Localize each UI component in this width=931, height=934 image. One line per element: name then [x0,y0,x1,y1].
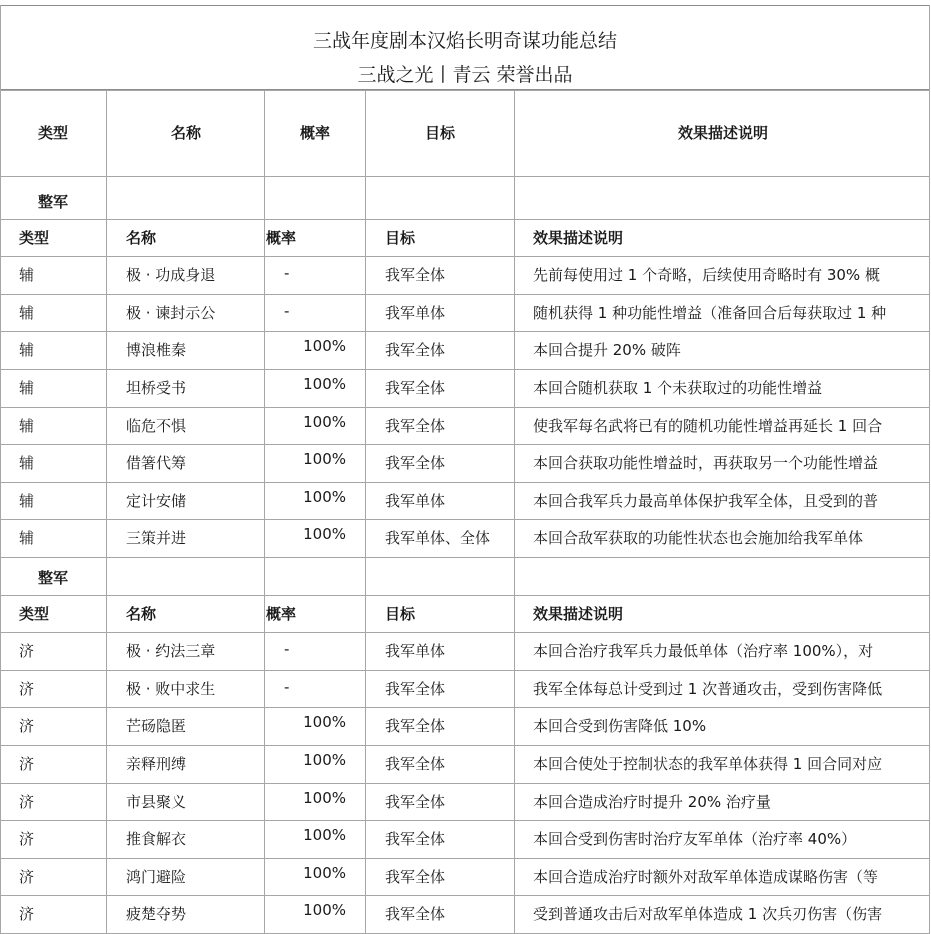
row-target: 我军全体 [385,679,446,698]
section-column-desc: 效果描述说明 [533,228,624,247]
row-rate: 100% [303,375,346,393]
title-block [0,5,930,90]
row-divider [0,745,930,746]
row-target: 我军全体 [385,755,446,773]
row-divider [0,256,930,257]
row-desc: 本回合造成治疗时提升 20% 治疗量 [533,792,771,811]
row-target: 我军全体 [385,416,446,435]
row-divider [0,176,930,177]
row-target: 我军全体 [385,717,446,736]
header-type: 类型 [37,124,68,142]
row-name: 芒砀隐匿 [126,717,187,736]
row-type: 济 [19,717,35,736]
row-type: 辅 [19,416,35,435]
row-name: 推食解衣 [126,830,187,849]
row-divider [0,707,930,708]
row-target: 我军全体 [385,792,446,811]
row-rate: - [284,640,290,659]
row-desc: 本回合提升 20% 破阵 [533,341,681,360]
row-name: 坦桥受书 [126,379,187,397]
row-name: 借箸代筹 [126,454,187,473]
row-divider [0,444,930,445]
row-name: 极 · 功成身退 [126,266,216,285]
row-name: 极 · 谏封示公 [126,303,216,322]
row-desc: 本回合敌军获取的功能性状态也会施加给我军单体 [533,529,864,548]
section-column-name: 名称 [126,604,157,623]
row-divider [0,294,930,295]
section-column-target: 目标 [385,228,416,247]
row-type: 辅 [19,266,35,285]
row-rate: 100% [303,713,346,732]
column-divider [929,5,930,934]
row-desc: 本回合我军兵力最高单体保护我军全体，且受到的普 [533,491,879,510]
row-target: 我军全体 [385,830,446,849]
row-divider [0,331,930,332]
section-label: 整军 [37,569,68,587]
header-name: 名称 [170,124,201,142]
row-name: 鸿门避险 [126,867,187,886]
row-desc: 受到普通攻击后对敌军单体造成 1 次兵刃伤害（伤害 [533,905,883,924]
row-desc: 本回合造成治疗时额外对敌军单体造成谋略伤害（等 [533,867,879,886]
row-rate: 100% [303,788,346,807]
row-rate: 100% [303,450,346,469]
section-column-rate: 概率 [266,604,297,623]
row-rate: - [284,677,290,696]
row-desc: 本回合获取功能性增益时，再获取另一个功能性增益 [533,454,879,473]
column-divider [0,5,1,934]
header-target: 目标 [424,124,455,142]
row-type: 辅 [19,454,35,473]
row-target: 我军全体 [385,341,446,360]
row-divider [0,219,930,220]
section-column-type: 类型 [19,228,50,247]
row-name: 市县聚义 [126,792,187,811]
header-rate: 概率 [299,124,330,142]
row-type: 辅 [19,529,35,548]
row-divider [0,895,930,896]
section-column-desc: 效果描述说明 [533,604,624,623]
row-type: 济 [19,905,35,924]
row-name: 博浪椎秦 [126,341,187,360]
row-type: 济 [19,867,35,886]
row-type: 辅 [19,303,35,322]
row-type: 辅 [19,379,35,397]
row-divider [0,632,930,633]
row-target: 我军单体、全体 [385,529,491,548]
row-divider [0,519,930,520]
row-type: 辅 [19,491,35,510]
row-rate: - [284,264,290,283]
row-rate: 100% [303,826,346,845]
section-column-name: 名称 [126,228,157,247]
row-divider [0,595,930,596]
row-divider [0,858,930,859]
table-title: 三战年度剧本汉焰长明奇谋功能总结 [312,30,617,52]
row-target: 我军全体 [385,379,446,397]
row-divider [0,482,930,483]
row-type: 济 [19,642,35,661]
section-column-type: 类型 [19,604,50,623]
row-desc: 使我军每名武将已有的随机功能性增益再延长 1 回合 [533,416,883,435]
row-rate: 100% [303,487,346,506]
row-desc: 本回合治疗我军兵力最低单体（治疗率 100%），对 [533,642,874,661]
row-type: 济 [19,679,35,698]
row-desc: 先前每使用过 1 个奇略，后续使用奇略时有 30% 概 [533,266,880,285]
row-rate: - [284,301,290,320]
row-rate: 100% [303,525,346,544]
row-target: 我军单体 [385,491,446,510]
row-name: 三策并进 [126,529,187,548]
row-type: 济 [19,792,35,811]
row-target: 我军全体 [385,266,446,285]
row-desc: 随机获得 1 种功能性增益（准备回合后每获取过 1 种 [533,303,887,322]
row-divider [0,407,930,408]
row-desc: 本回合使处于控制状态的我军单体获得 1 回合同对应 [533,755,883,773]
row-name: 亲释刑缚 [126,755,187,773]
row-target: 我军单体 [385,303,446,322]
row-target: 我军全体 [385,905,446,924]
row-divider [0,820,930,821]
column-divider [106,90,107,934]
row-desc: 本回合受到伤害降低 10% [533,717,707,736]
table-subtitle: 三战之光丨青云 荣誉出品 [357,64,573,86]
row-target: 我军全体 [385,867,446,886]
column-divider [514,90,515,934]
header-desc: 效果描述说明 [677,124,768,142]
row-divider [0,90,930,91]
row-name: 极 · 败中求生 [126,679,216,698]
row-divider [0,557,930,558]
row-divider [0,783,930,784]
row-rate: 100% [303,412,346,431]
column-divider [365,90,366,934]
row-name: 定计安储 [126,491,187,510]
row-desc: 本回合受到伤害时治疗友军单体（治疗率 40%） [533,830,857,849]
row-name: 疲楚夺势 [126,905,187,924]
row-desc: 本回合随机获取 1 个未获取过的功能性增益 [533,379,823,397]
row-rate: 100% [303,751,346,769]
row-rate: 100% [303,901,346,920]
row-name: 临危不惧 [126,416,187,435]
row-target: 我军全体 [385,454,446,473]
row-type: 辅 [19,341,35,360]
row-divider [0,670,930,671]
row-type: 济 [19,830,35,849]
row-rate: 100% [303,337,346,356]
section-column-rate: 概率 [266,228,297,247]
section-column-target: 目标 [385,604,416,623]
row-name: 极 · 约法三章 [126,642,216,661]
row-rate: 100% [303,863,346,882]
column-divider [264,90,265,934]
section-label: 整军 [37,193,68,211]
row-divider [0,369,930,370]
row-type: 济 [19,755,35,773]
row-desc: 我军全体每总计受到过 1 次普通攻击，受到伤害降低 [533,679,883,698]
row-target: 我军单体 [385,642,446,661]
